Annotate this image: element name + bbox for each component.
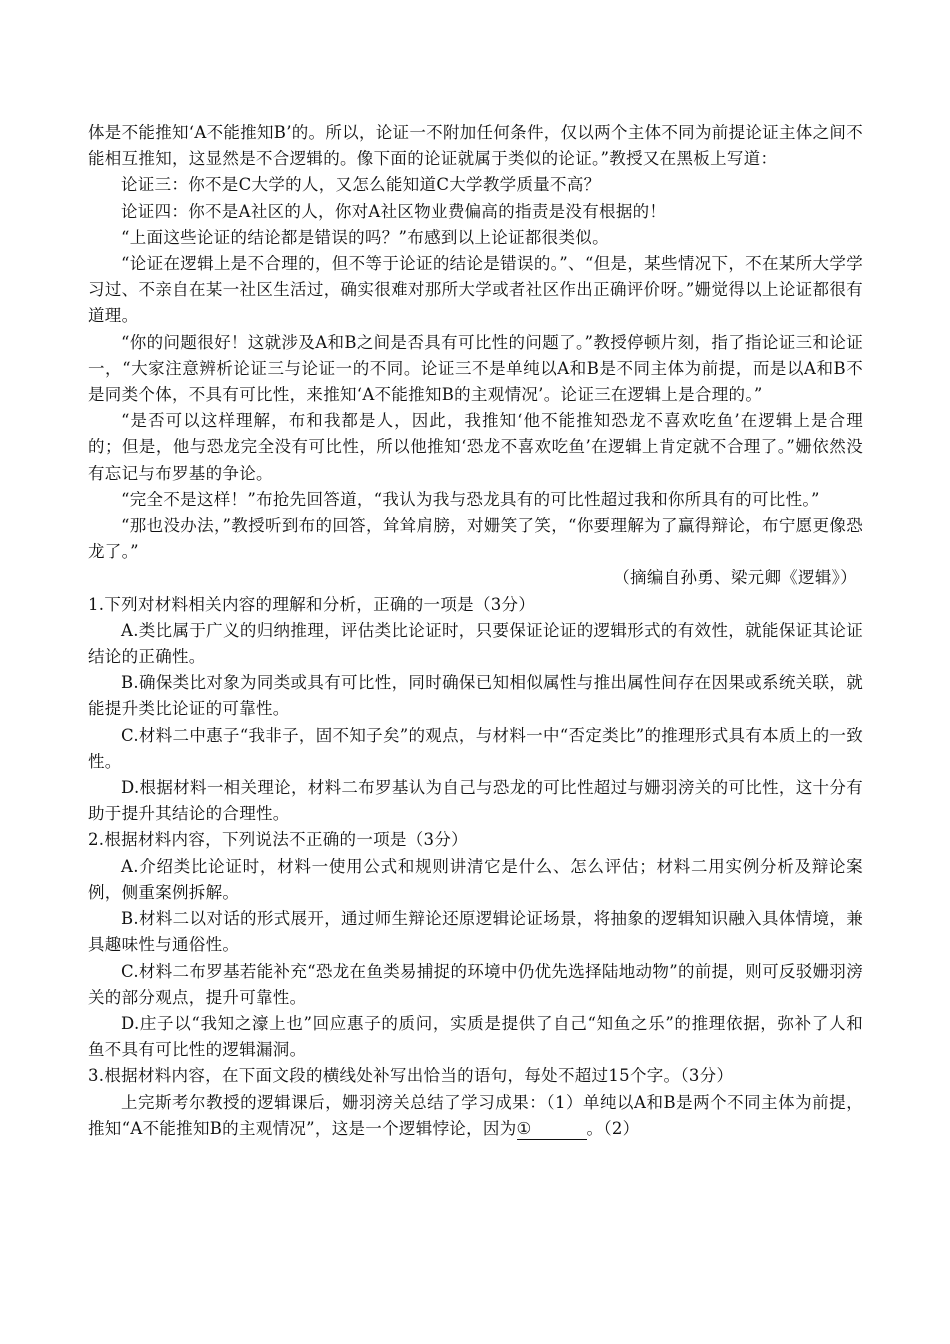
passage-paragraph: “上面这些论证的结论都是错误的吗？”布感到以上论证都很类似。 (121, 227, 609, 247)
question-1-option-b: B.确保类比对象为同类或具有可比性，同时确保已知相似属性与推出属性间存在因果或系统关联，就能提升类比论证的可靠性。 (88, 673, 863, 719)
answer-blank-1: ① (517, 1119, 587, 1140)
passage-paragraph: 论证三：你不是C大学的人，又怎么能知道C大学教学质量不高？ (121, 175, 601, 195)
question-1-option-c: C.材料二中惠子“我非子，固不知子矣”的观点，与材料一中“否定类比”的推理形式具有本质上的一致性。 (88, 725, 863, 771)
passage-paragraph: “那也没办法，”教授听到布的回答，耸耸肩膀，对姗笑了笑，“你要理解为了赢得辩论，布宁愿更像恐龙了。” (88, 516, 863, 562)
passage-paragraph: “论证在逻辑上是不合理的，但不等于论证的结论是错误的。”、“但是，某些情况下，不在某所大学学习过、不亲自在某一社区生活过，确实很难对那所大学或者社区作出正确评价呀。”姗觉得以上论证都很有道理。 (88, 254, 863, 326)
question-3-text-after: 。（2） (586, 1118, 640, 1138)
question-3-stem: 3.根据材料内容，在下面文段的横线处补写出恰当的语句，每处不超过15个字。（3分） (88, 1066, 734, 1086)
passage-paragraph: 论证四：你不是A社区的人，你对A社区物业费偏高的指责是没有根据的！ (121, 201, 667, 221)
question-3-body (88, 1090, 863, 1142)
question-1-option-a: A.类比属于广义的归纳推理，评估类比论证时，只要保证论证的逻辑形式的有效性，就能保证其论证结论的正确性。 (88, 620, 863, 667)
question-2-option-d: D.庄子以“我知之濠上也”回应惠子的质问，实质是提供了自己“知鱼之乐”的推理依据，弥补了人和鱼不具有可比性的逻辑漏洞。 (88, 1013, 863, 1060)
question-2-option-c: C.材料二布罗基若能补充“恐龙在鱼类易捕捉的环境中仍优先选择陆地动物”的前提，则可反驳姗羽滂关的部分观点，提升可靠性。 (88, 961, 863, 1007)
question-1-option-d: D.根据材料一相关理论，材料二布罗基认为自己与恐龙的可比性超过与姗羽滂关的可比性，这十分有助于提升其结论的合理性。 (88, 778, 863, 824)
question-2-option-a: A.介绍类比论证时，材料一使用公式和规则讲清它是什么、怎么评估；材料二用实例分析及辩论案例，侧重案例拆解。 (88, 856, 863, 902)
passage-paragraph: “你的问题很好！这就涉及A和B之间是否具有可比性的问题了。”教授停顿片刻，指了指论证三和论证一，“大家注意辨析论证三与论证一的不同。论证三不是单纯以A和B是不同主体为前提，而是以A和B不是同类个体，不具有可比性，来推知‘A不能推知B的主观情况’。论证三在逻辑上是合理的。” (88, 332, 863, 405)
passage-paragraph: 体是不能推知‘A不能推知B’的。所以，论证一不附加任何条件，仅以两个主体不同为前提论证主体之间不能相互推知，这显然是不合逻辑的。像下面的论证就属于类似的论证。”教授又在黑板上写道： (88, 123, 863, 169)
question-2-stem: 2.根据材料内容，下列说法不正确的一项是（3分） (88, 830, 468, 850)
question-2-option-b: B.材料二以对话的形式展开，通过师生辩论还原逻辑论证场景，将抽象的逻辑知识融入具体情境，兼具趣味性与通俗性。 (88, 909, 863, 955)
passage-paragraph: “是否可以这样理解，布和我都是人，因此，我推知‘他不能推知恐龙不喜欢吃鱼’在逻辑上是合理的；但是，他与恐龙完全没有可比性，所以他推知‘恐龙不喜欢吃鱼’在逻辑上肯定就不合理了。”姗依然没有忘记与布罗基的争论。 (88, 411, 863, 483)
question-3-text-before: 上完斯考尔教授的逻辑课后，姗羽滂关总结了学习成果：（1）单纯以A和B是两个不同主体为前提，推知“A不能推知B的主观情况”，这是一个逻辑悖论，因为 (88, 1092, 863, 1138)
document-page (88, 120, 863, 1142)
passage-paragraph: “完全不是这样！”布抢先回答道，“我认为我与恐龙具有的可比性超过我和你所具有的可比性。” (121, 489, 820, 509)
source-citation: （摘编自孙勇、梁元卿《逻辑》） (613, 568, 857, 588)
question-1-stem: 1.下列对材料相关内容的理解和分析，正确的一项是（3分） (88, 594, 536, 614)
